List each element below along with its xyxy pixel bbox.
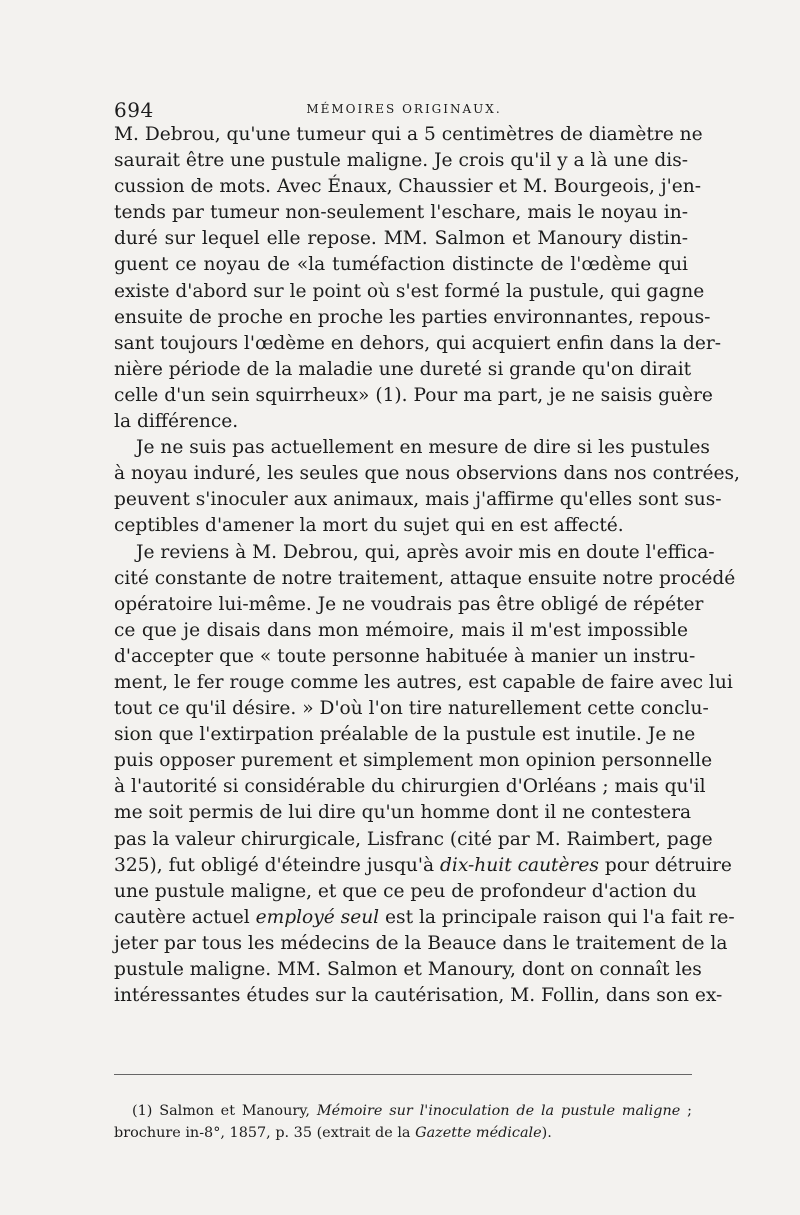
text-line: une pustule maligne, et que ce peu de profondeur d'action du [114, 880, 697, 902]
footnotes [114, 1100, 692, 1144]
body-text [114, 122, 740, 1009]
text-line: duré sur lequel elle repose. MM. Salmon et Manoury distin- [114, 228, 688, 250]
text-line: à l'autorité si considérable du chirurgien d'Orléans ; mais qu'il [114, 776, 706, 798]
text-line: guent ce noyau de «la tuméfaction distincte de l'œdème qui [114, 254, 688, 276]
italic-text: Gazette médicale [415, 1125, 542, 1141]
text-line: d'accepter que « toute personne habituée à manier un instru- [114, 645, 696, 667]
italic-text: dix-huit cautères [440, 854, 599, 876]
paragraph-1 [114, 122, 722, 435]
text-line: cautère actuel employé seul est la principale raison qui l'a fait re- [114, 906, 735, 928]
text-line: Je reviens à M. Debrou, qui, après avoir mis en doute l'effica- [136, 541, 715, 563]
text-line: cité constante de notre traitement, attaque ensuite notre procédé [114, 567, 736, 589]
text-line: 325), fut obligé d'éteindre jusqu'à dix-huit cautères pour détruire [114, 854, 732, 876]
italic-text: employé seul [255, 906, 380, 928]
text-line: ensuite de proche en proche les parties environnantes, repous- [114, 306, 711, 328]
paragraph-2 [114, 435, 740, 539]
text-line: brochure in-8°, 1857, p. 35 (extrait de la Gazette médicale). [114, 1125, 552, 1141]
text-line: ceptibles d'amener la mort du sujet qui en est affecté. [114, 515, 624, 537]
text-line: saurait être une pustule maligne. Je crois qu'il y a là une dis- [114, 150, 689, 172]
text-line: nière période de la maladie une dureté si grande qu'on dirait [114, 358, 692, 380]
text-line: celle d'un sein squirrheux» (1). Pour ma part, je ne saisis guère [114, 384, 713, 406]
text-line: ce que je disais dans mon mémoire, mais il m'est impossible [114, 619, 688, 641]
paragraph-3 [114, 540, 736, 1010]
text-line: me soit permis de lui dire qu'un homme dont il ne contestera [114, 802, 692, 824]
text-line: pas la valeur chirurgicale, Lisfranc (cité par M. Raimbert, page [114, 828, 713, 850]
text-line: ment, le fer rouge comme les autres, est capable de faire avec lui [114, 671, 733, 693]
text-line: cussion de mots. Avec Énaux, Chaussier et M. Bourgeois, j'en- [114, 176, 702, 198]
text-line: (1) Salmon et Manoury, Mémoire sur l'inoculation de la pustule maligne ; [132, 1103, 692, 1119]
text-line: existe d'abord sur le point où s'est formé la pustule, qui gagne [114, 280, 705, 302]
text-line: M. Debrou, qu'une tumeur qui a 5 centimètres de diamètre ne [114, 124, 703, 145]
text-line: opératoire lui-même. Je ne voudrais pas être obligé de répéter [114, 593, 704, 615]
page-number: 694 [114, 98, 154, 122]
italic-text: Mémoire sur l'inoculation de la pustule maligne [316, 1103, 681, 1119]
running-title: MÉMOIRES ORIGINAUX. [306, 102, 502, 116]
text-line: sant toujours l'œdème en dehors, qui acquiert enfin dans la der- [114, 332, 722, 354]
text-line: puis opposer purement et simplement mon opinion personnelle [114, 750, 713, 772]
footnote-rule [114, 1074, 692, 1075]
text-line: tends par tumeur non-seulement l'eschare, mais le noyau in- [114, 202, 688, 224]
text-line: à noyau induré, les seules que nous observions dans nos contrées, [114, 463, 740, 485]
text-line: sion que l'extirpation préalable de la pustule est inutile. Je ne [114, 724, 696, 746]
text-line: la différence. [114, 411, 239, 433]
text-line: tout ce qu'il désire. » D'où l'on tire naturellement cette conclu- [114, 698, 709, 720]
text-line: pustule maligne. MM. Salmon et Manoury, dont on connaît les [114, 959, 702, 980]
page-header [114, 98, 694, 124]
text-line: Je ne suis pas actuellement en mesure de dire si les pustules [136, 437, 710, 459]
text-line: intéressantes études sur la cautérisation, M. Follin, dans son ex- [114, 985, 723, 1007]
footnote-1 [114, 1100, 692, 1144]
text-line: peuvent s'inoculer aux animaux, mais j'affirme qu'elles sont sus- [114, 489, 722, 511]
text-line: jeter par tous les médecins de la Beauce dans le traitement de la [114, 932, 728, 954]
